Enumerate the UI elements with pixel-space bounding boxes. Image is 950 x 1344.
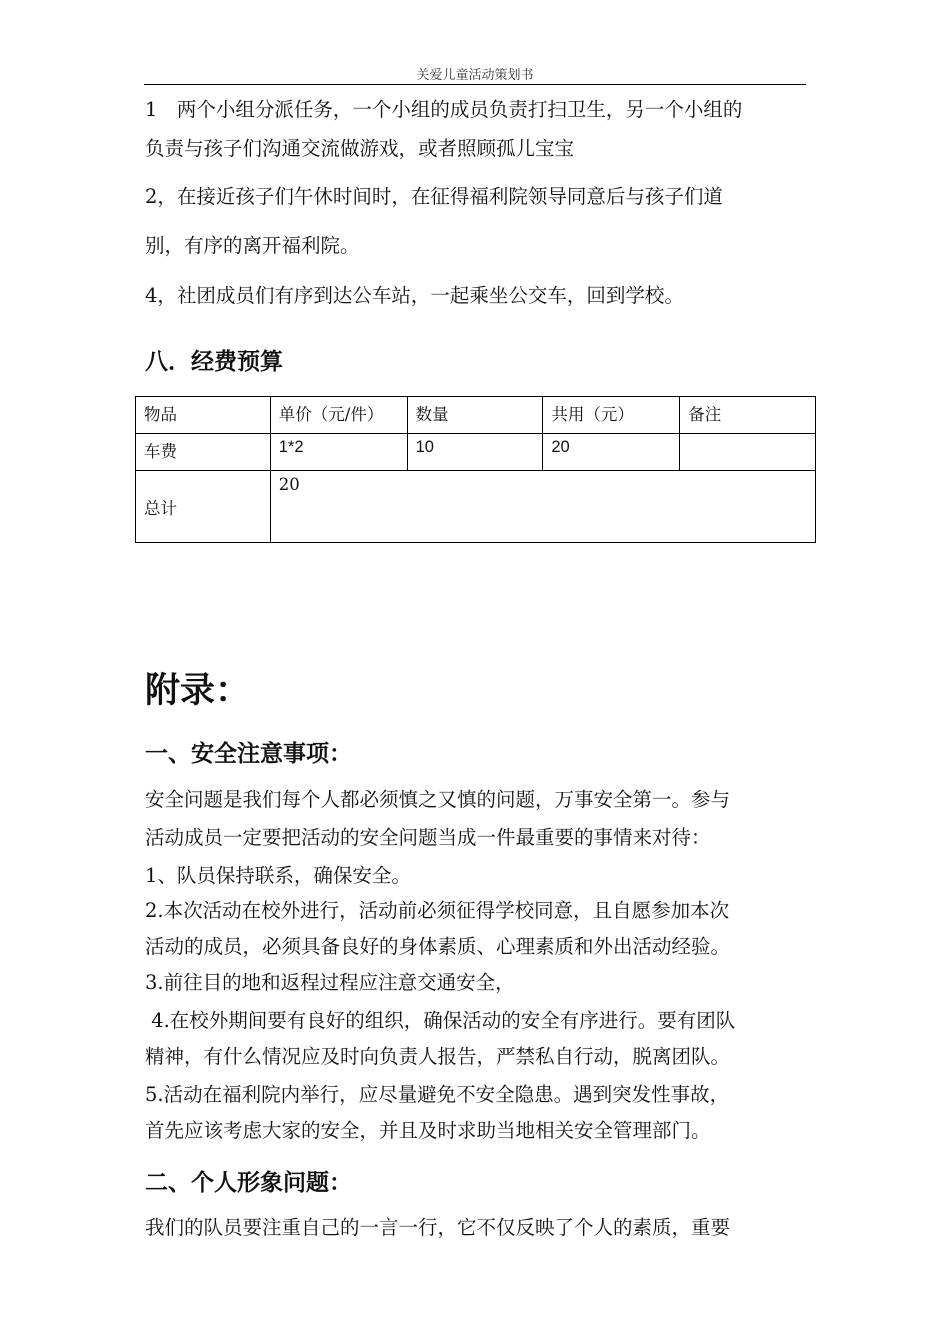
cell-unit-price: 1*2 [270,434,407,471]
safety-line: 精神，有什么情况应及时向负责人报告，严禁私自行动，脱离团队。 [145,1045,731,1068]
safety-line: 2.本次活动在校外进行，活动前必须征得学校同意，且自愿参加本次 [145,899,730,922]
header-cell-total: 共用（元） [543,397,680,434]
step-line-4: 别，有序的离开福利院。 [145,234,360,257]
step-line-1: 1 两个小组分派任务，一个小组的成员负责打扫卫生，另一个小组的 [145,98,743,121]
safety-line: 安全问题是我们每个人都必须慎之又慎的问题，万事安全第一。参与 [145,788,731,811]
step-line-2: 负责与孩子们沟通交流做游戏，或者照顾孤儿宝宝 [145,137,575,160]
budget-heading: 八．经费预算 [145,349,283,375]
step-line-5: 4，社团成员们有序到达公车站，一起乘坐公交车，回到学校。 [145,284,684,307]
safety-line: 4.在校外期间要有良好的组织，确保活动的安全有序进行。要有团队 [145,1009,736,1032]
total-label-cell: 总计 [136,471,271,543]
budget-table [135,396,816,543]
safety-heading: 一、安全注意事项： [145,741,352,767]
step-line-3: 2，在接近孩子们午休时间时，在征得福利院领导同意后与孩子们道 [145,185,723,208]
header-rule [144,84,806,85]
total-value-cell: 20 [270,471,815,543]
safety-line: 1、队员保持联系，确保安全。 [145,864,411,887]
appendix-title: 附录： [145,671,251,711]
safety-line: 首先应该考虑大家的安全，并且及时求助当地相关安全管理部门。 [145,1119,711,1142]
cell-item: 车费 [136,434,271,471]
safety-line: 5.活动在福利院内举行，应尽量避免不安全隐患。遇到突发性事故， [145,1083,730,1106]
cell-quantity: 10 [407,434,543,471]
cell-note [680,434,816,471]
header-cell-unit-price: 单价（元/件） [270,397,407,434]
table-row [136,434,816,471]
header-cell-item: 物品 [136,397,271,434]
header-cell-note: 备注 [680,397,816,434]
header-cell-quantity: 数量 [407,397,543,434]
cell-total: 20 [543,434,680,471]
safety-line: 活动成员一定要把活动的安全问题当成一件最重要的事情来对待： [145,826,711,849]
table-header-row [136,397,816,434]
page-header: 关爱儿童活动策划书 [416,68,534,83]
safety-line: 活动的成员，必须具备良好的身体素质、心理素质和外出活动经验。 [145,935,731,958]
image-heading: 二、个人形象问题： [145,1170,352,1196]
table-total-row [136,471,816,543]
image-line: 我们的队员要注重自己的一言一行，它不仅反映了个人的素质，重要 [145,1216,731,1239]
safety-line: 3.前往目的地和返程过程应注意交通安全， [145,971,515,994]
